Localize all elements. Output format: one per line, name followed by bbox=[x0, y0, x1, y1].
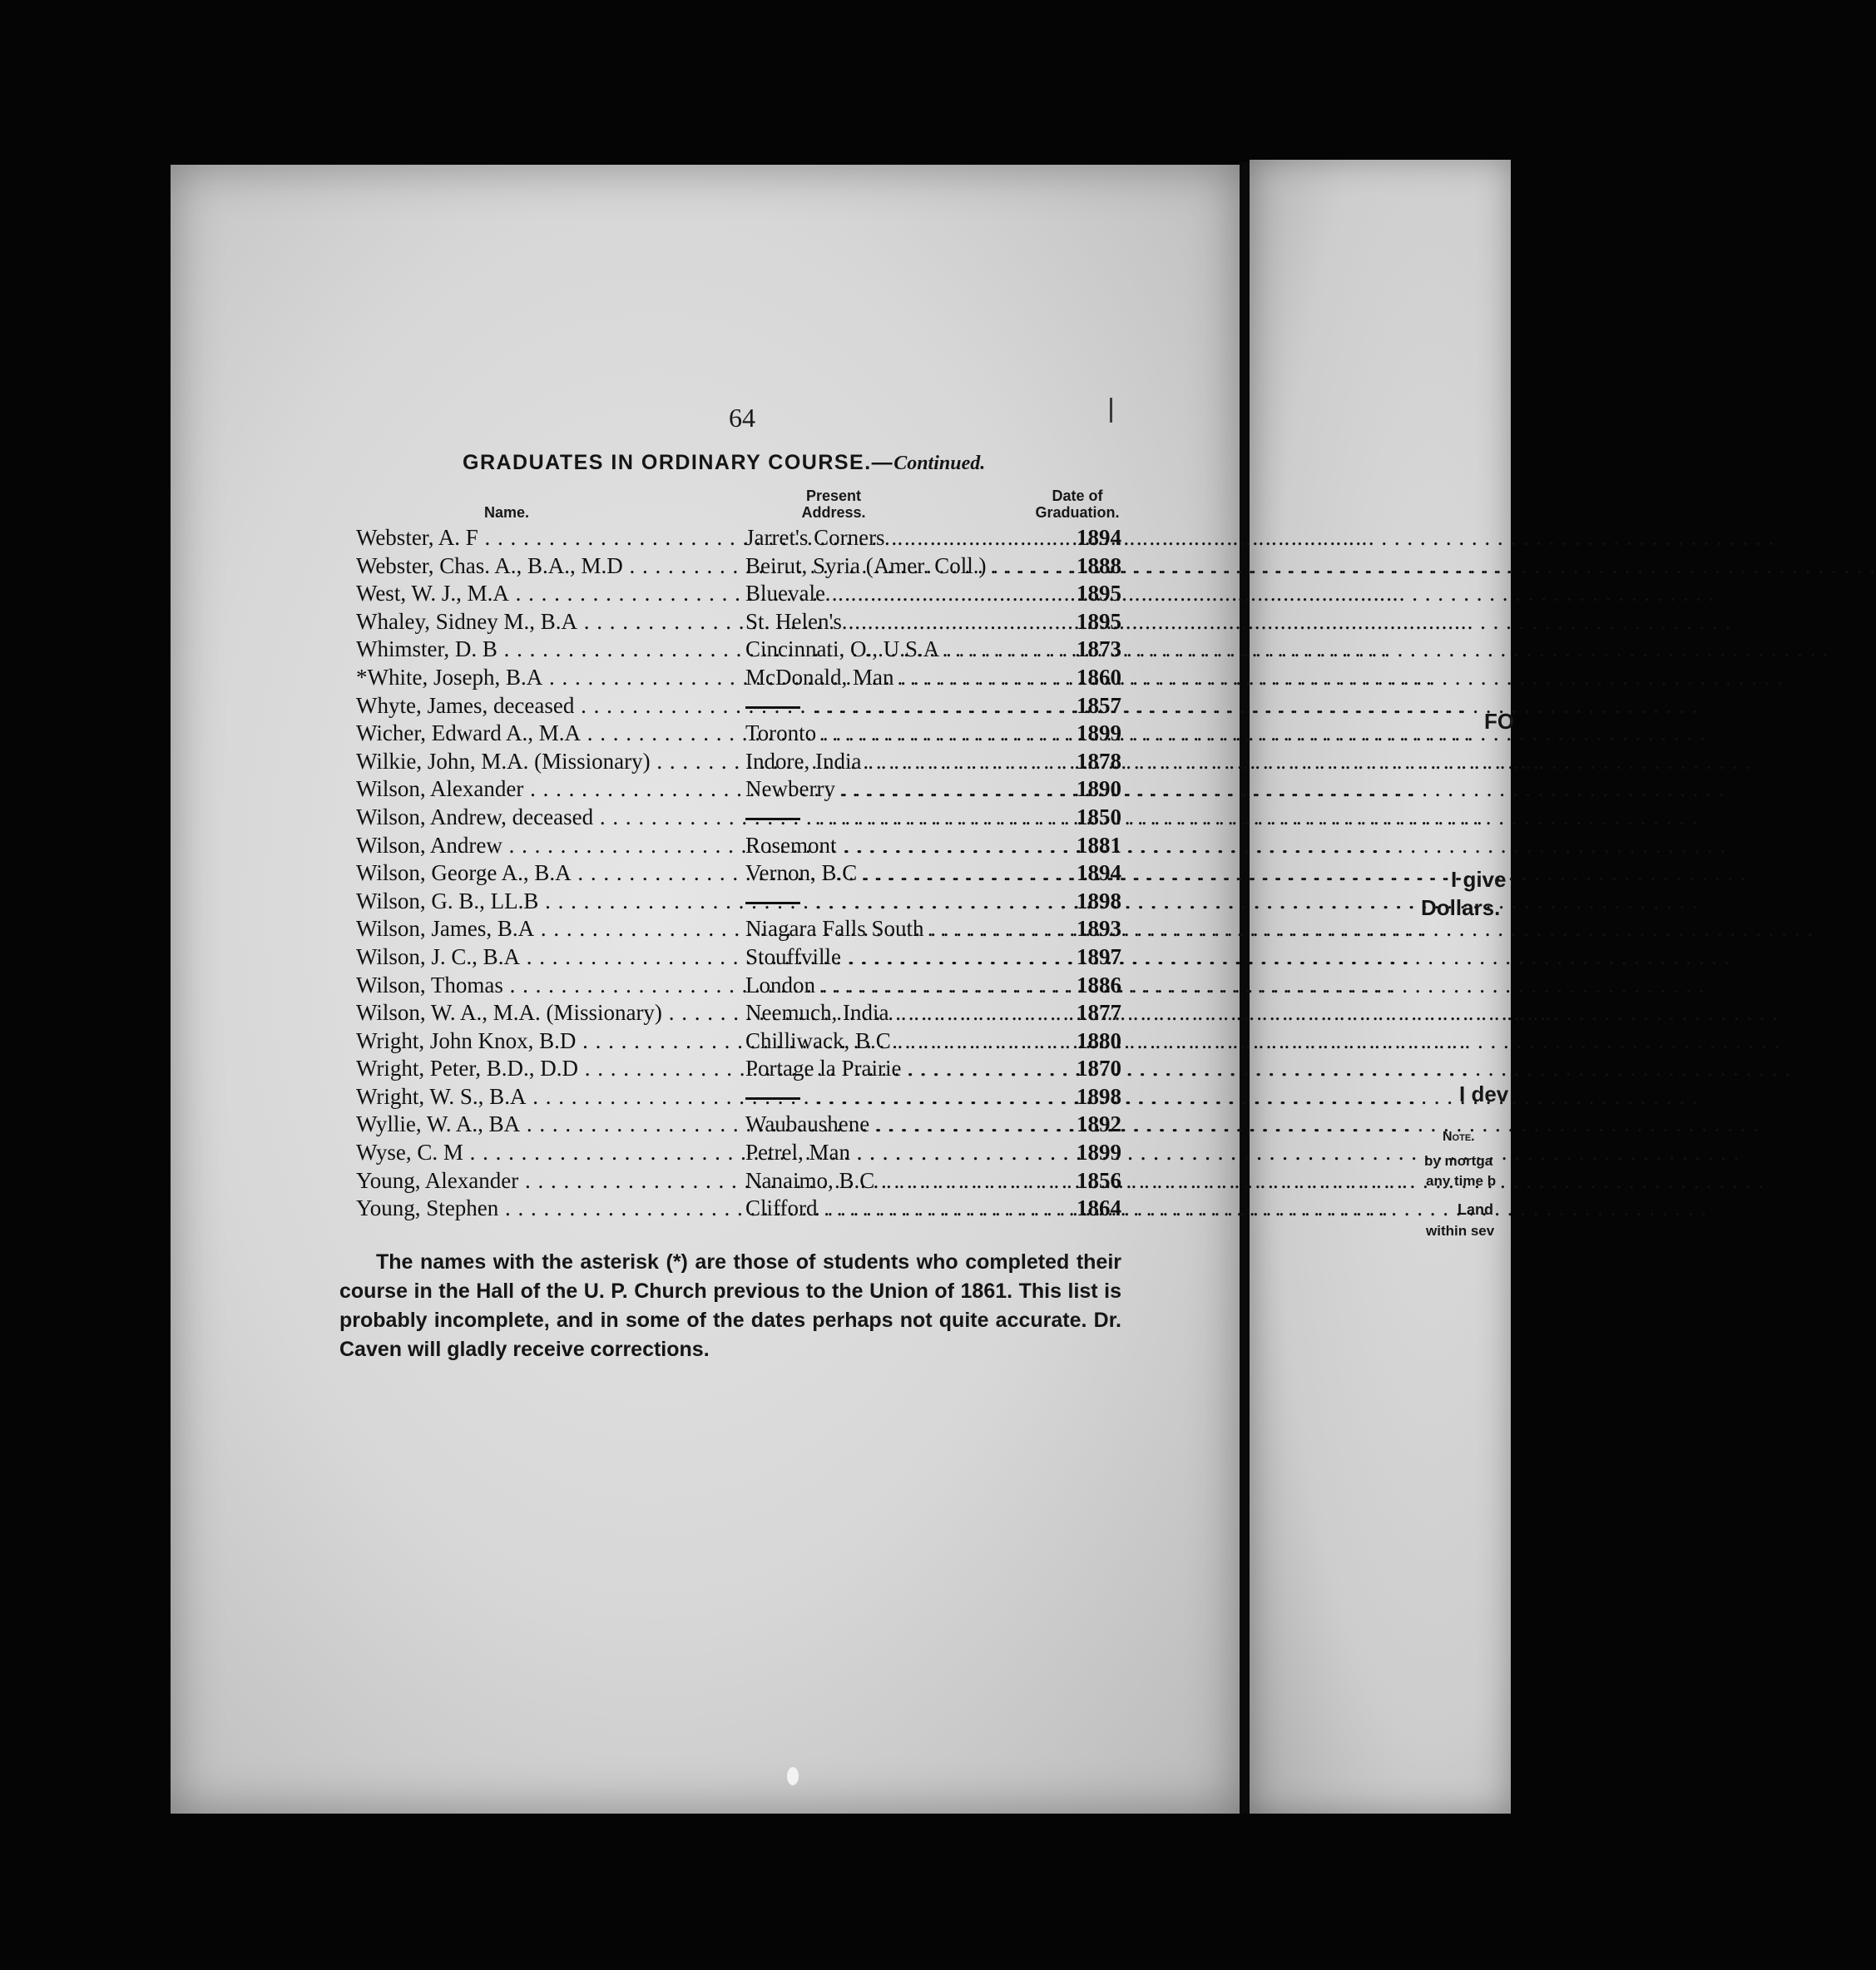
graduate-name-text: Wicher, Edward A., M.A bbox=[356, 720, 582, 746]
table-row bbox=[356, 636, 1121, 664]
graduation-year: 1878 bbox=[1077, 748, 1121, 774]
graduate-address-text: Chilliwack, B.C bbox=[745, 1027, 891, 1053]
graduate-address bbox=[745, 859, 1082, 888]
blank-address-dash bbox=[745, 706, 800, 709]
graduate-name bbox=[356, 552, 739, 581]
graduate-address-text: Nanaimo, B.C bbox=[745, 1167, 875, 1193]
heading-main: GRADUATES IN ORDINARY COURSE.— bbox=[463, 451, 894, 474]
leader-dots bbox=[891, 1028, 1781, 1053]
right-page-fragment: I give bbox=[1451, 867, 1507, 892]
graduate-address-text: Indore, India bbox=[745, 748, 862, 774]
graduation-year: 1857 bbox=[1077, 692, 1121, 718]
graduate-name-text: Webster, Chas. A., B.A., M.D bbox=[356, 552, 623, 578]
column-header-address bbox=[784, 488, 884, 521]
graduation-year: 1894 bbox=[1077, 860, 1121, 886]
graduate-name bbox=[356, 748, 739, 776]
table-row bbox=[356, 832, 1121, 860]
graduate-name bbox=[356, 1083, 739, 1111]
leader-dots bbox=[809, 693, 1699, 718]
graduation-year: 1893 bbox=[1077, 916, 1121, 942]
graduate-address bbox=[745, 1111, 1082, 1139]
leader-dots bbox=[825, 581, 1715, 606]
table-row bbox=[356, 1027, 1121, 1056]
graduate-name-text: *White, Joseph, B.A bbox=[356, 664, 543, 690]
graduate-name bbox=[356, 859, 739, 888]
graduate-name bbox=[356, 524, 739, 552]
leader-dots bbox=[861, 749, 1751, 774]
graduation-year: 1895 bbox=[1077, 608, 1121, 634]
table-row bbox=[356, 748, 1121, 776]
graduate-address-text: Jarret's Corners bbox=[745, 525, 885, 550]
table-row bbox=[356, 524, 1121, 552]
table-row bbox=[356, 775, 1121, 804]
graduate-name-text: Whaley, Sidney M., B.A bbox=[356, 608, 577, 634]
graduate-address bbox=[745, 748, 1082, 776]
column-header-name: Name. bbox=[484, 504, 530, 521]
graduate-address bbox=[745, 915, 1082, 943]
table-row bbox=[356, 552, 1121, 581]
blank-address-dash bbox=[745, 1097, 800, 1100]
graduate-name-text: Whyte, James, deceased bbox=[356, 692, 575, 718]
graduate-name-text: Wright, W. S., B.A bbox=[356, 1083, 527, 1109]
graduate-name-text: Wilson, Thomas bbox=[356, 972, 503, 997]
graduate-address bbox=[745, 804, 1082, 832]
graduate-address-text: Clifford bbox=[745, 1195, 818, 1221]
blank-address-dash bbox=[745, 902, 800, 904]
table-row bbox=[356, 580, 1121, 608]
graduate-name bbox=[356, 1055, 739, 1083]
graduate-name bbox=[356, 888, 739, 916]
right-page-fragment: FO bbox=[1484, 709, 1515, 734]
leader-dots bbox=[818, 1195, 1708, 1220]
graduate-address bbox=[745, 972, 1082, 1000]
graduation-year: 1888 bbox=[1077, 552, 1121, 578]
graduate-address-text: Bluevale bbox=[745, 581, 825, 606]
column-header-date-line1: Date of bbox=[1052, 488, 1103, 504]
leader-dots bbox=[837, 833, 1727, 858]
graduation-year: 1890 bbox=[1077, 776, 1121, 802]
table-row bbox=[356, 1083, 1121, 1111]
graduate-address bbox=[745, 720, 1082, 748]
table-row bbox=[356, 943, 1121, 972]
graduation-year: 1870 bbox=[1077, 1056, 1121, 1082]
graduate-address bbox=[745, 1027, 1082, 1056]
graduate-name bbox=[356, 720, 739, 748]
graduate-address-text: London bbox=[745, 972, 815, 997]
right-page-fragment: Land bbox=[1458, 1201, 1493, 1218]
page-number: 64 bbox=[729, 403, 755, 433]
graduate-name bbox=[356, 915, 739, 943]
graduate-name bbox=[356, 832, 739, 860]
graduate-address-text: McDonald, Man bbox=[745, 664, 894, 690]
graduate-address-text: Cincinnati, O., U.S.A bbox=[745, 636, 940, 662]
graduate-name-text: Wilson, Andrew, deceased bbox=[356, 804, 594, 829]
graduate-address bbox=[745, 1195, 1082, 1223]
graduate-name bbox=[356, 943, 739, 972]
graduate-name bbox=[356, 1195, 739, 1223]
graduate-address bbox=[745, 999, 1082, 1027]
graduation-year: 1856 bbox=[1077, 1167, 1121, 1193]
graduation-year: 1898 bbox=[1077, 1083, 1121, 1109]
table-row bbox=[356, 1055, 1121, 1083]
table-row bbox=[356, 1139, 1121, 1167]
leader-dots bbox=[885, 525, 1775, 550]
graduate-address bbox=[745, 552, 1082, 581]
graduate-address bbox=[745, 1083, 1082, 1111]
graduate-name bbox=[356, 608, 739, 636]
graduate-name-text: Wilson, Alexander bbox=[356, 776, 524, 802]
table-row bbox=[356, 664, 1121, 692]
leader-dots bbox=[923, 916, 1814, 941]
graduate-name bbox=[356, 636, 739, 664]
graduation-year: 1860 bbox=[1077, 664, 1121, 690]
leader-dots bbox=[809, 888, 1699, 913]
column-header-date bbox=[1023, 488, 1131, 521]
right-page-fragment: within sev bbox=[1426, 1223, 1495, 1239]
leader-dots bbox=[857, 860, 1747, 885]
graduate-address bbox=[745, 943, 1082, 972]
paper-mark bbox=[1110, 398, 1112, 423]
graduation-year: 1877 bbox=[1077, 1000, 1121, 1026]
graduate-name bbox=[356, 1027, 739, 1056]
heading-continued: Continued. bbox=[893, 453, 986, 474]
leader-dots bbox=[893, 665, 1784, 690]
graduation-year: 1886 bbox=[1077, 972, 1121, 997]
table-row bbox=[356, 1167, 1121, 1195]
table-row bbox=[356, 1195, 1121, 1223]
graduation-year: 1897 bbox=[1077, 943, 1121, 969]
graduate-name-text: Young, Alexander bbox=[356, 1167, 519, 1193]
graduation-year: 1881 bbox=[1077, 832, 1121, 858]
graduate-address-text: Vernon, B.C bbox=[745, 860, 858, 886]
graduate-address bbox=[745, 664, 1082, 692]
column-header-address-line1: Present bbox=[805, 488, 862, 504]
graduate-name-text: Wilson, Andrew bbox=[356, 832, 502, 858]
table-row bbox=[356, 608, 1121, 636]
graduate-name bbox=[356, 1139, 739, 1167]
graduate-name bbox=[356, 580, 739, 608]
leader-dots bbox=[869, 1111, 1760, 1136]
paper-blemish bbox=[787, 1767, 799, 1785]
leader-dots bbox=[842, 609, 1732, 634]
graduation-year: 1894 bbox=[1077, 525, 1121, 550]
leader-dots bbox=[809, 804, 1699, 829]
table-row bbox=[356, 888, 1121, 916]
graduate-name bbox=[356, 1167, 739, 1195]
graduate-address bbox=[745, 608, 1082, 636]
table-row bbox=[356, 915, 1121, 943]
table-row bbox=[356, 804, 1121, 832]
leader-dots bbox=[889, 1000, 1779, 1025]
graduation-year: 1892 bbox=[1077, 1111, 1121, 1137]
graduation-year: 1899 bbox=[1077, 720, 1121, 746]
graduation-year: 1898 bbox=[1077, 888, 1121, 913]
column-header-date-line2: Graduation. bbox=[1035, 504, 1120, 521]
table-row bbox=[356, 720, 1121, 748]
graduate-name bbox=[356, 692, 739, 720]
graduate-address-text: Toronto bbox=[745, 720, 817, 746]
graduation-year: 1880 bbox=[1077, 1027, 1121, 1053]
graduate-name-text: Young, Stephen bbox=[356, 1195, 499, 1221]
leader-dots bbox=[815, 973, 1705, 997]
graduate-address bbox=[745, 636, 1082, 664]
graduates-list bbox=[356, 524, 1121, 1223]
graduate-address bbox=[745, 692, 1082, 720]
graduation-year: 1864 bbox=[1077, 1195, 1121, 1221]
graduate-name-text: Wilson, W. A., M.A. (Missionary) bbox=[356, 1000, 662, 1026]
graduate-address-text: Beirut, Syria (Amer. Coll.) bbox=[745, 552, 987, 578]
graduate-address bbox=[745, 1167, 1082, 1195]
graduate-address-text: Niagara Falls South bbox=[745, 916, 924, 942]
table-row bbox=[356, 1111, 1121, 1139]
right-page-fragment: by mortga bbox=[1424, 1153, 1493, 1169]
graduate-address bbox=[745, 888, 1082, 916]
leader-dots bbox=[850, 1140, 1740, 1165]
graduation-year: 1850 bbox=[1077, 804, 1121, 829]
graduate-name bbox=[356, 775, 739, 804]
right-page-fragment: any time b bbox=[1426, 1173, 1497, 1189]
leader-dots bbox=[874, 1168, 1765, 1193]
column-header-address-line2: Address. bbox=[801, 504, 866, 521]
footnote: The names with the asterisk (*) are those of students who completed their course in the Hall of the U. P. Church previous to the Union of 1861. This list is probably incomplete, and in some of the dates perhaps not quite accurate. Dr. Caven will gladly receive corrections. bbox=[339, 1250, 1121, 1361]
right-page-fragment: Dollars. bbox=[1421, 895, 1501, 920]
graduate-address bbox=[745, 832, 1082, 860]
graduate-name-text: Webster, A. F bbox=[356, 525, 478, 550]
graduate-name-text: West, W. J., M.A bbox=[356, 581, 509, 606]
graduate-address-text: Waubaushene bbox=[745, 1111, 870, 1137]
graduate-address-text: Stouffville bbox=[745, 943, 842, 969]
graduate-address-text: Newberry bbox=[745, 776, 835, 802]
table-row bbox=[356, 859, 1121, 888]
graduate-name-text: Wilkie, John, M.A. (Missionary) bbox=[356, 748, 651, 774]
leader-dots bbox=[901, 1056, 1791, 1081]
graduate-name-text: Wilson, J. C., B.A bbox=[356, 943, 520, 969]
graduation-year: 1899 bbox=[1077, 1140, 1121, 1166]
graduation-year: 1873 bbox=[1077, 636, 1121, 662]
leader-dots bbox=[809, 1084, 1699, 1109]
graduate-address-text: Neemuch, India bbox=[745, 1000, 889, 1026]
graduate-name-text: Wilson, G. B., LL.B bbox=[356, 888, 539, 913]
graduate-name-text: Wright, Peter, B.D., D.D bbox=[356, 1056, 579, 1082]
table-row bbox=[356, 972, 1121, 1000]
graduate-name-text: Wilson, James, B.A bbox=[356, 916, 535, 942]
leader-dots bbox=[816, 720, 1706, 745]
table-row bbox=[356, 999, 1121, 1027]
graduate-name-text: Wyllie, W. A., BA bbox=[356, 1111, 521, 1137]
graduate-name-text: Wyse, C. M bbox=[356, 1140, 463, 1166]
graduate-address bbox=[745, 524, 1082, 552]
graduate-name bbox=[356, 804, 739, 832]
graduate-address-text: Portage la Prairie bbox=[745, 1056, 902, 1082]
graduate-address-text: St. Helen's bbox=[745, 608, 842, 634]
right-page-fragment: I dev bbox=[1459, 1082, 1509, 1106]
graduate-address bbox=[745, 580, 1082, 608]
graduation-year: 1895 bbox=[1077, 581, 1121, 606]
graduate-name bbox=[356, 664, 739, 692]
graduate-address-text: Petrel, Man bbox=[745, 1140, 850, 1166]
leader-dots bbox=[841, 944, 1731, 969]
blank-address-dash bbox=[745, 818, 800, 820]
graduate-name bbox=[356, 1111, 739, 1139]
leader-dots bbox=[835, 776, 1725, 801]
section-heading bbox=[463, 451, 985, 475]
graduate-name bbox=[356, 972, 739, 1000]
graduate-address-text: Rosemont bbox=[745, 832, 837, 858]
graduate-name-text: Wright, John Knox, B.D bbox=[356, 1027, 577, 1053]
graduate-address bbox=[745, 775, 1082, 804]
graduate-name bbox=[356, 999, 739, 1027]
graduate-name-text: Whimster, D. B bbox=[356, 636, 497, 662]
graduate-address bbox=[745, 1139, 1082, 1167]
graduate-name-text: Wilson, George A., B.A bbox=[356, 860, 572, 886]
right-page-fragment: Note. bbox=[1443, 1130, 1475, 1144]
graduate-address bbox=[745, 1055, 1082, 1083]
table-row bbox=[356, 692, 1121, 720]
